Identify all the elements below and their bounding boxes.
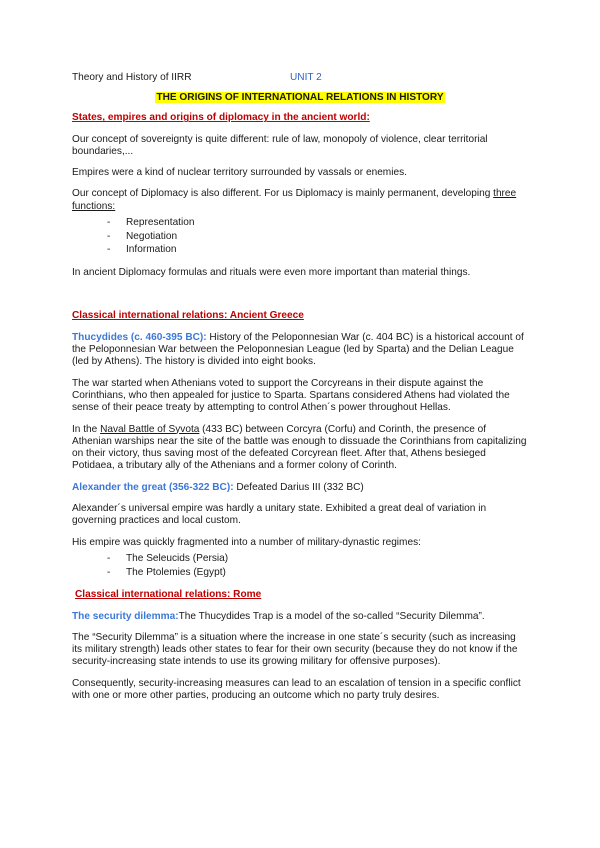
paragraph-dilemma-definition: The “Security Dilemma” is a situation where the increase in one state´s security (such as increasing its military strength) leads other states to fear for their own security (because they do not know if the security-increasing state intends to use its growing military for offensive purposes). [72, 631, 518, 668]
alexander-label: Alexander the great (356-322 BC): [72, 481, 234, 493]
paragraph-security-dilemma [72, 611, 528, 623]
thucydides-text: History of the Peloponnesian War (c. 404 BC) is a historical account of the Peloponnesian War between the Peloponnesian League (led by Sparta) and the Delian League (led by Athens). The history is divided into eight books. [72, 331, 524, 368]
section-heading-ancient-greece: Classical international relations: Ancient Greece [72, 310, 304, 322]
thucydides-label: Thucydides (c. 460-395 BC): [72, 331, 207, 343]
paragraph-sovereignty: Our concept of sovereignty is quite different: rule of law, monopoly of violence, clear territorial boundaries,... [72, 133, 488, 157]
paragraph-empires: Empires were a kind of nuclear territory surrounded by vassals or enemies. [72, 167, 407, 179]
paragraph-diplomacy [72, 188, 528, 213]
regimes-list [72, 553, 528, 580]
spacer [72, 288, 528, 310]
course-name: Theory and History of IIRR [72, 72, 192, 83]
paragraph-alexander-empire: Alexander´s universal empire was hardly a unitary state. Exhibited a great deal of variation in governing practices and local custom. [72, 503, 487, 527]
page-header [72, 72, 528, 86]
paragraph-thucydides [72, 332, 528, 369]
diplomacy-text: Our concept of Diplomacy is also different. For us Diplomacy is mainly permanent, developing [72, 188, 494, 200]
unit-label: UNIT 2 [290, 72, 322, 83]
naval-battle-link: Naval Battle of Syvota [100, 423, 200, 435]
naval-post: (433 BC) between Corcyra (Corfu) and Corinth, the presence of Athenian warships near the site of the battle was enough to dissuade the Corinthians from capitalizing on their victory, thus saving most of the defeated Corcyrean fleet. After that, Athens besieged Potidaea, a tributary ally of the Athenians and a former colony of Corinth. [72, 423, 527, 472]
alexander-text: Defeated Darius III (332 BC) [233, 481, 364, 493]
paragraph-naval-battle [72, 424, 528, 473]
naval-pre: In the [72, 423, 101, 435]
paragraph-ancient-diplomacy: In ancient Diplomacy formulas and rituals were even more important than material things. [72, 267, 471, 279]
three-functions-link: three functions: [72, 188, 517, 212]
list-item: - Representation [107, 217, 528, 231]
document-title-block [72, 92, 528, 104]
section-heading-ancient-world: States, empires and origins of diplomacy in the ancient world: [72, 112, 370, 124]
paragraph-empire-fragmented: His empire was quickly fragmented into a number of military-dynastic regimes: [72, 536, 421, 548]
list-item: - Negotiation [107, 231, 528, 245]
security-dilemma-text: The Thucydides Trap is a model of the so-called “Security Dilemma”. [178, 610, 485, 622]
paragraph-alexander [72, 482, 528, 494]
paragraph-war-start: The war started when Athenians voted to support the Corcyreans in their dispute against the Corinthians, who then appealed for justice to Sparta. Spartans considered Athens had violated the sense of their peace treaty by attempting to control Athen´s power throughout Hellas. [72, 377, 510, 414]
list-item: - The Ptolemies (Egypt) [107, 567, 528, 581]
list-item: - Information [107, 244, 528, 258]
document-title: THE ORIGINS OF INTERNATIONAL RELATIONS IN HISTORY [156, 92, 444, 103]
document-page [72, 72, 528, 711]
security-dilemma-label: The security dilemma: [72, 610, 179, 622]
paragraph-escalation: Consequently, security-increasing measures can lead to an escalation of tension in a specific conflict with one or more other parties, producing an outcome which no party truly desires. [72, 677, 521, 702]
section-heading-rome: Classical international relations: Rome [75, 589, 262, 601]
list-item: - The Seleucids (Persia) [107, 553, 528, 567]
functions-list [72, 217, 528, 258]
